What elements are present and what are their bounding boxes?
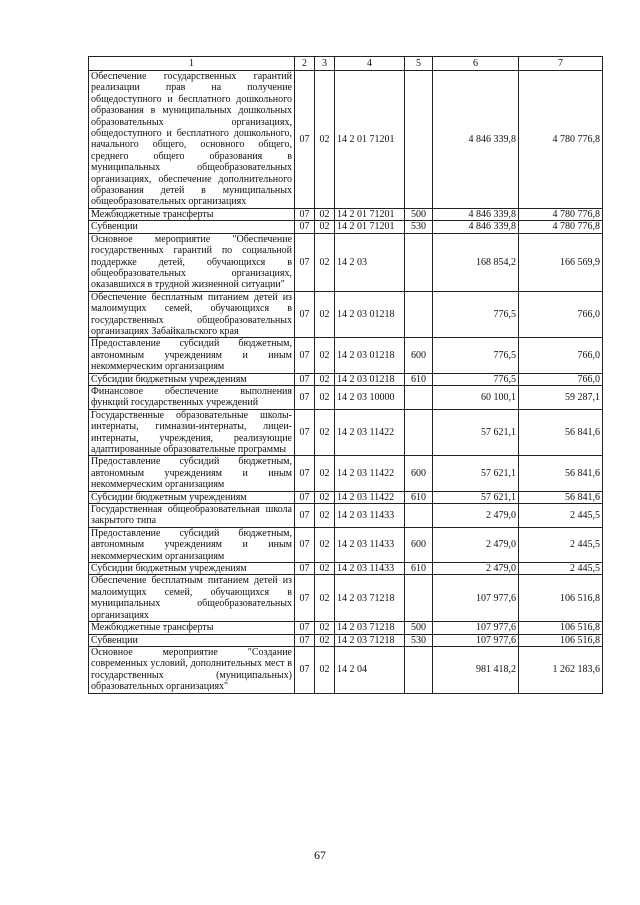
expense-type-cell: 610 bbox=[405, 491, 433, 503]
amount-col7-cell: 766,0 bbox=[519, 338, 603, 373]
col-header-4: 4 bbox=[335, 57, 405, 71]
expense-type-cell: 530 bbox=[405, 221, 433, 233]
row-name-cell: Финансовое обеспечение выполнения функций государственных учреждений bbox=[89, 385, 295, 409]
expense-type-cell bbox=[405, 575, 433, 622]
table-row bbox=[89, 491, 603, 503]
row-name-cell: Субсидии бюджетным учреждениям bbox=[89, 373, 295, 385]
table-row bbox=[89, 373, 603, 385]
expense-type-cell: 530 bbox=[405, 634, 433, 646]
amount-col6-cell: 776,5 bbox=[433, 291, 519, 338]
subsection-code-cell: 02 bbox=[315, 338, 335, 373]
amount-col7-cell: 2 445,5 bbox=[519, 563, 603, 575]
section-code-cell: 07 bbox=[295, 634, 315, 646]
target-article-cell: 14 2 03 11433 bbox=[335, 504, 405, 528]
amount-col6-cell: 2 479,0 bbox=[433, 527, 519, 562]
amount-col6-cell: 57 621,1 bbox=[433, 491, 519, 503]
col-header-5: 5 bbox=[405, 57, 433, 71]
section-code-cell: 07 bbox=[295, 646, 315, 693]
target-article-cell: 14 2 03 bbox=[335, 233, 405, 291]
amount-col6-cell: 981 418,2 bbox=[433, 646, 519, 693]
subsection-code-cell: 02 bbox=[315, 491, 335, 503]
table-row bbox=[89, 563, 603, 575]
section-code-cell: 07 bbox=[295, 409, 315, 456]
budget-table bbox=[88, 56, 603, 694]
table-row bbox=[89, 291, 603, 338]
expense-type-cell bbox=[405, 71, 433, 209]
col-header-7: 7 bbox=[519, 57, 603, 71]
subsection-code-cell: 02 bbox=[315, 456, 335, 491]
target-article-cell: 14 2 03 11433 bbox=[335, 527, 405, 562]
amount-col6-cell: 57 621,1 bbox=[433, 456, 519, 491]
section-code-cell: 07 bbox=[295, 71, 315, 209]
row-name-cell: Предоставление субсидий бюджетным, автономным учреждениям и иным некоммерческим организациям bbox=[89, 527, 295, 562]
amount-col6-cell: 107 977,6 bbox=[433, 634, 519, 646]
table-row bbox=[89, 646, 603, 693]
expense-type-cell bbox=[405, 646, 433, 693]
table-row bbox=[89, 504, 603, 528]
row-name-cell: Государственная общеобразовательная школа закрытого типа bbox=[89, 504, 295, 528]
header-row bbox=[89, 57, 603, 71]
amount-col6-cell: 168 854,2 bbox=[433, 233, 519, 291]
subsection-code-cell: 02 bbox=[315, 504, 335, 528]
amount-col7-cell: 166 569,9 bbox=[519, 233, 603, 291]
subsection-code-cell: 02 bbox=[315, 385, 335, 409]
section-code-cell: 07 bbox=[295, 338, 315, 373]
amount-col6-cell: 2 479,0 bbox=[433, 504, 519, 528]
table-row bbox=[89, 527, 603, 562]
page-number: 67 bbox=[314, 848, 326, 862]
section-code-cell: 07 bbox=[295, 291, 315, 338]
row-name-cell: Предоставление субсидий бюджетным, автономным учреждениям и иным некоммерческим организациям bbox=[89, 338, 295, 373]
section-code-cell: 07 bbox=[295, 208, 315, 220]
table-row bbox=[89, 456, 603, 491]
subsection-code-cell: 02 bbox=[315, 291, 335, 338]
table-row bbox=[89, 221, 603, 233]
amount-col6-cell: 107 977,6 bbox=[433, 622, 519, 634]
row-name-cell: Обеспечение государственных гарантий реализации прав на получение общедоступного и бесплатного дошкольного образования в муниципальных дошкольных образовательных организациях, общедоступного и бесплатного дошкольного, начального общего, основного общего, среднего общего образования в муниципальных общеобразовательных организациях, обеспечение дополнительного образования детей в муниципальных общеобразовательных организациях bbox=[89, 71, 295, 209]
table-row bbox=[89, 622, 603, 634]
amount-col6-cell: 57 621,1 bbox=[433, 409, 519, 456]
section-code-cell: 07 bbox=[295, 233, 315, 291]
section-code-cell: 07 bbox=[295, 373, 315, 385]
amount-col7-cell: 4 780 776,8 bbox=[519, 221, 603, 233]
amount-col6-cell: 776,5 bbox=[433, 338, 519, 373]
col-header-2: 2 bbox=[295, 57, 315, 71]
amount-col7-cell: 59 287,1 bbox=[519, 385, 603, 409]
target-article-cell: 14 2 03 71218 bbox=[335, 575, 405, 622]
expense-type-cell: 610 bbox=[405, 563, 433, 575]
row-name-cell: Обеспечение бесплатным питанием детей из малоимущих семей, обучающихся в муниципальных общеобразовательных организациях bbox=[89, 575, 295, 622]
row-name-cell: Субвенции bbox=[89, 634, 295, 646]
table-row bbox=[89, 338, 603, 373]
target-article-cell: 14 2 03 01218 bbox=[335, 373, 405, 385]
amount-col6-cell: 4 846 339,8 bbox=[433, 71, 519, 209]
amount-col7-cell: 56 841,6 bbox=[519, 491, 603, 503]
amount-col7-cell: 766,0 bbox=[519, 373, 603, 385]
amount-col7-cell: 106 516,8 bbox=[519, 622, 603, 634]
expense-type-cell bbox=[405, 233, 433, 291]
subsection-code-cell: 02 bbox=[315, 373, 335, 385]
row-name-cell: Основное мероприятие "Обеспечение государственных гарантий по социальной поддержке детей, обучающихся в общеобразовательных организациях, оказавшихся в трудной жизненной ситуации" bbox=[89, 233, 295, 291]
expense-type-cell: 500 bbox=[405, 208, 433, 220]
amount-col7-cell: 1 262 183,6 bbox=[519, 646, 603, 693]
col-header-3: 3 bbox=[315, 57, 335, 71]
expense-type-cell: 610 bbox=[405, 373, 433, 385]
subsection-code-cell: 02 bbox=[315, 409, 335, 456]
amount-col7-cell: 106 516,8 bbox=[519, 575, 603, 622]
subsection-code-cell: 02 bbox=[315, 563, 335, 575]
amount-col7-cell: 2 445,5 bbox=[519, 504, 603, 528]
amount-col6-cell: 4 846 339,8 bbox=[433, 208, 519, 220]
amount-col6-cell: 4 846 339,8 bbox=[433, 221, 519, 233]
target-article-cell: 14 2 04 bbox=[335, 646, 405, 693]
amount-col7-cell: 4 780 776,8 bbox=[519, 71, 603, 209]
table-row bbox=[89, 233, 603, 291]
expense-type-cell bbox=[405, 291, 433, 338]
amount-col7-cell: 2 445,5 bbox=[519, 527, 603, 562]
table-row bbox=[89, 71, 603, 209]
amount-col6-cell: 2 479,0 bbox=[433, 563, 519, 575]
table-row bbox=[89, 575, 603, 622]
section-code-cell: 07 bbox=[295, 622, 315, 634]
row-name-cell: Межбюджетные трансферты bbox=[89, 622, 295, 634]
subsection-code-cell: 02 bbox=[315, 71, 335, 209]
expense-type-cell: 600 bbox=[405, 527, 433, 562]
table-row bbox=[89, 208, 603, 220]
section-code-cell: 07 bbox=[295, 385, 315, 409]
target-article-cell: 14 2 03 10000 bbox=[335, 385, 405, 409]
section-code-cell: 07 bbox=[295, 504, 315, 528]
section-code-cell: 07 bbox=[295, 221, 315, 233]
section-code-cell: 07 bbox=[295, 491, 315, 503]
subsection-code-cell: 02 bbox=[315, 233, 335, 291]
col-header-1: 1 bbox=[89, 57, 295, 71]
section-code-cell: 07 bbox=[295, 563, 315, 575]
amount-col6-cell: 107 977,6 bbox=[433, 575, 519, 622]
amount-col7-cell: 56 841,6 bbox=[519, 409, 603, 456]
row-name-cell: Предоставление субсидий бюджетным, автономным учреждениям и иным некоммерческим организациям bbox=[89, 456, 295, 491]
amount-col6-cell: 776,5 bbox=[433, 373, 519, 385]
expense-type-cell: 600 bbox=[405, 456, 433, 491]
table-row bbox=[89, 634, 603, 646]
subsection-code-cell: 02 bbox=[315, 221, 335, 233]
row-name-cell: Обеспечение бесплатным питанием детей из малоимущих семей, обучающихся в государственных общеобразовательных организациях Забайкальского края bbox=[89, 291, 295, 338]
row-name-cell: Субсидии бюджетным учреждениям bbox=[89, 563, 295, 575]
row-name-cell: Субвенции bbox=[89, 221, 295, 233]
subsection-code-cell: 02 bbox=[315, 527, 335, 562]
subsection-code-cell: 02 bbox=[315, 208, 335, 220]
amount-col7-cell: 766,0 bbox=[519, 291, 603, 338]
target-article-cell: 14 2 03 11422 bbox=[335, 409, 405, 456]
col-header-6: 6 bbox=[433, 57, 519, 71]
target-article-cell: 14 2 01 71201 bbox=[335, 221, 405, 233]
target-article-cell: 14 2 01 71201 bbox=[335, 208, 405, 220]
amount-col6-cell: 60 100,1 bbox=[433, 385, 519, 409]
target-article-cell: 14 2 03 01218 bbox=[335, 291, 405, 338]
subsection-code-cell: 02 bbox=[315, 646, 335, 693]
subsection-code-cell: 02 bbox=[315, 575, 335, 622]
expense-type-cell bbox=[405, 409, 433, 456]
amount-col7-cell: 4 780 776,8 bbox=[519, 208, 603, 220]
target-article-cell: 14 2 03 71218 bbox=[335, 634, 405, 646]
target-article-cell: 14 2 03 11422 bbox=[335, 491, 405, 503]
expense-type-cell: 600 bbox=[405, 338, 433, 373]
section-code-cell: 07 bbox=[295, 456, 315, 491]
expense-type-cell: 500 bbox=[405, 622, 433, 634]
subsection-code-cell: 02 bbox=[315, 634, 335, 646]
target-article-cell: 14 2 03 71218 bbox=[335, 622, 405, 634]
expense-type-cell bbox=[405, 385, 433, 409]
section-code-cell: 07 bbox=[295, 575, 315, 622]
table-row bbox=[89, 409, 603, 456]
row-name-cell: Межбюджетные трансферты bbox=[89, 208, 295, 220]
expense-type-cell bbox=[405, 504, 433, 528]
target-article-cell: 14 2 03 01218 bbox=[335, 338, 405, 373]
section-code-cell: 07 bbox=[295, 527, 315, 562]
target-article-cell: 14 2 03 11422 bbox=[335, 456, 405, 491]
row-name-cell: Государственные образовательные школы-интернаты, гимназии-интернаты, лицеи-интернаты, учреждения, реализующие адаптированные образовательные программы bbox=[89, 409, 295, 456]
amount-col7-cell: 56 841,6 bbox=[519, 456, 603, 491]
row-name-cell: Основное мероприятие "Создание современных условий, дополнительных мест в государственных (муниципальных) образовательных организациях" bbox=[89, 646, 295, 693]
amount-col7-cell: 106 516,8 bbox=[519, 634, 603, 646]
row-name-cell: Субсидии бюджетным учреждениям bbox=[89, 491, 295, 503]
target-article-cell: 14 2 03 11433 bbox=[335, 563, 405, 575]
table-row bbox=[89, 385, 603, 409]
target-article-cell: 14 2 01 71201 bbox=[335, 71, 405, 209]
subsection-code-cell: 02 bbox=[315, 622, 335, 634]
